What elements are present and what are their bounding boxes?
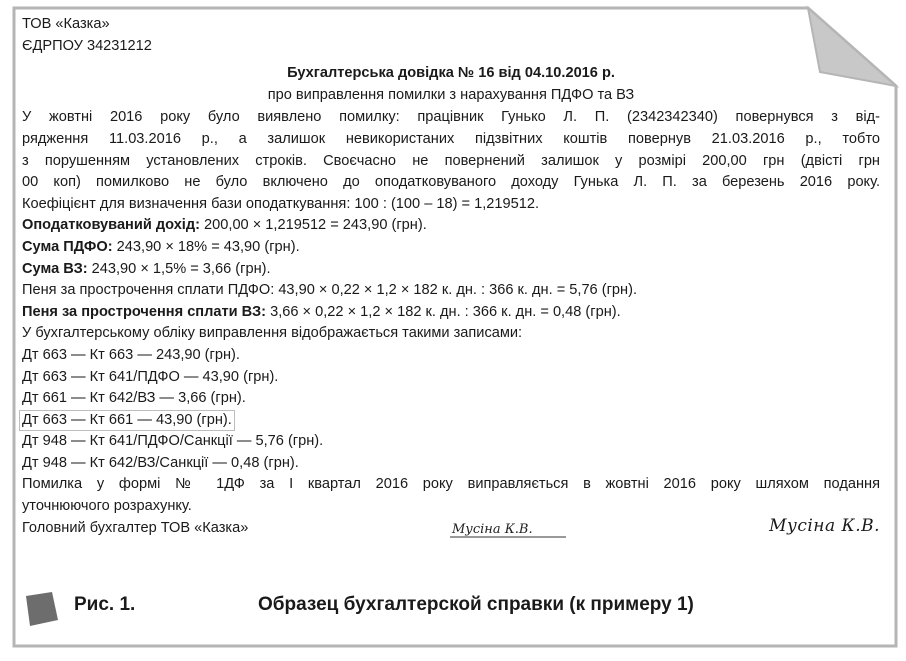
accounting-entries [22, 345, 880, 475]
company-name: ТОВ «Казка» [22, 16, 110, 32]
text-line: з порушенням установлених строків. Своєчасно не повернений залишок у розмірі 200,00 грн (двісті грн [22, 152, 880, 169]
vz-line [22, 259, 880, 281]
vz-label: Сума ВЗ: [22, 260, 88, 277]
text-line: рядження 11.03.2016 р., а залишок невикористаних підзвітних коштів повернув 21.03.2016 р., тобто [22, 130, 880, 147]
records-intro: У бухгалтерському обліку виправлення відображається такими записами: [22, 325, 523, 342]
signatory-name: Мусіна К.В. [769, 515, 880, 536]
penalty-vz-value: 3,66 × 0,22 × 1,2 × 182 к. дн. : 366 к. дн. = 0,48 (грн). [266, 303, 621, 320]
closing-line: уточнюючого розрахунку. [22, 498, 192, 515]
taxable-income-label: Оподатковуваний дохід: [22, 217, 200, 234]
entry-line: Дт 948 — Кт 642/ВЗ/Санкції — 0,48 (грн). [22, 454, 299, 471]
figure-title: Образец бухгалтерской справки (к примеру 1) [258, 594, 694, 615]
handwritten-signature [450, 518, 568, 540]
signature-row [22, 515, 880, 542]
document-title: Бухгалтерська довідка № 16 від 04.10.2016 р. [287, 65, 615, 82]
taxable-income-line [22, 215, 880, 237]
svg-text:Мусіна К.В.: Мусіна К.В. [452, 521, 533, 537]
penalty-pdfo-line: Пеня за прострочення сплати ПДФО: 43,90 × 0,22 × 1,2 × 182 к. дн. : 366 к. дн. = 5,76 (грн). [22, 282, 638, 299]
vz-value: 243,90 × 1,5% = 3,66 (грн). [87, 260, 271, 277]
document-icon [22, 590, 64, 632]
certificate-document [22, 14, 880, 542]
pdfo-line [22, 237, 880, 259]
company-code: ЄДРПОУ 34231212 [22, 37, 152, 54]
figure-number: Рис. 1. [74, 594, 136, 615]
coefficient-line: Коефіцієнт для визначення бази оподаткування: 100 : (100 – 18) = 1,219512. [22, 195, 540, 212]
entry-line-highlighted [22, 410, 880, 432]
text-line: У жовтні 2016 року було виявлено помилку: працівник Гунько Л. П. (2342342340) повернувся з від- [22, 109, 880, 126]
entry-text-box[interactable]: Дт 663 — Кт 661 — 43,90 (грн). [19, 410, 235, 431]
penalty-vz-line [22, 302, 880, 324]
entry-line: Дт 663 — Кт 663 — 243,90 (грн). [22, 346, 240, 363]
signatory-role: Головний бухгалтер ТОВ «Казка» [22, 519, 249, 536]
closing-line: Помилка у формі № 1ДФ за I квартал 2016 року виправляється в жовтні 2016 року шляхом подання [22, 476, 880, 493]
pdfo-label: Сума ПДФО: [22, 238, 113, 255]
entry-line: Дт 948 — Кт 641/ПДФО/Санкції — 5,76 (грн). [22, 433, 324, 450]
entry-line: Дт 663 — Кт 641/ПДФО — 43,90 (грн). [22, 368, 279, 385]
error-description [22, 107, 880, 193]
figure-caption [22, 586, 882, 626]
entry-line: Дт 661 — Кт 642/ВЗ — 3,66 (грн). [22, 390, 246, 407]
penalty-vz-label: Пеня за прострочення сплати ВЗ: [22, 303, 267, 320]
pdfo-value: 243,90 × 18% = 43,90 (грн). [112, 238, 300, 255]
taxable-income-value: 200,00 × 1,219512 = 243,90 (грн). [199, 217, 427, 234]
text-line: 00 коп) помилково не було включено до оподатковуваного доходу Гунька Л. П. за березень 2016 року. [22, 174, 880, 191]
document-subtitle: про виправлення помилки з нарахування ПДФО та ВЗ [267, 86, 635, 103]
